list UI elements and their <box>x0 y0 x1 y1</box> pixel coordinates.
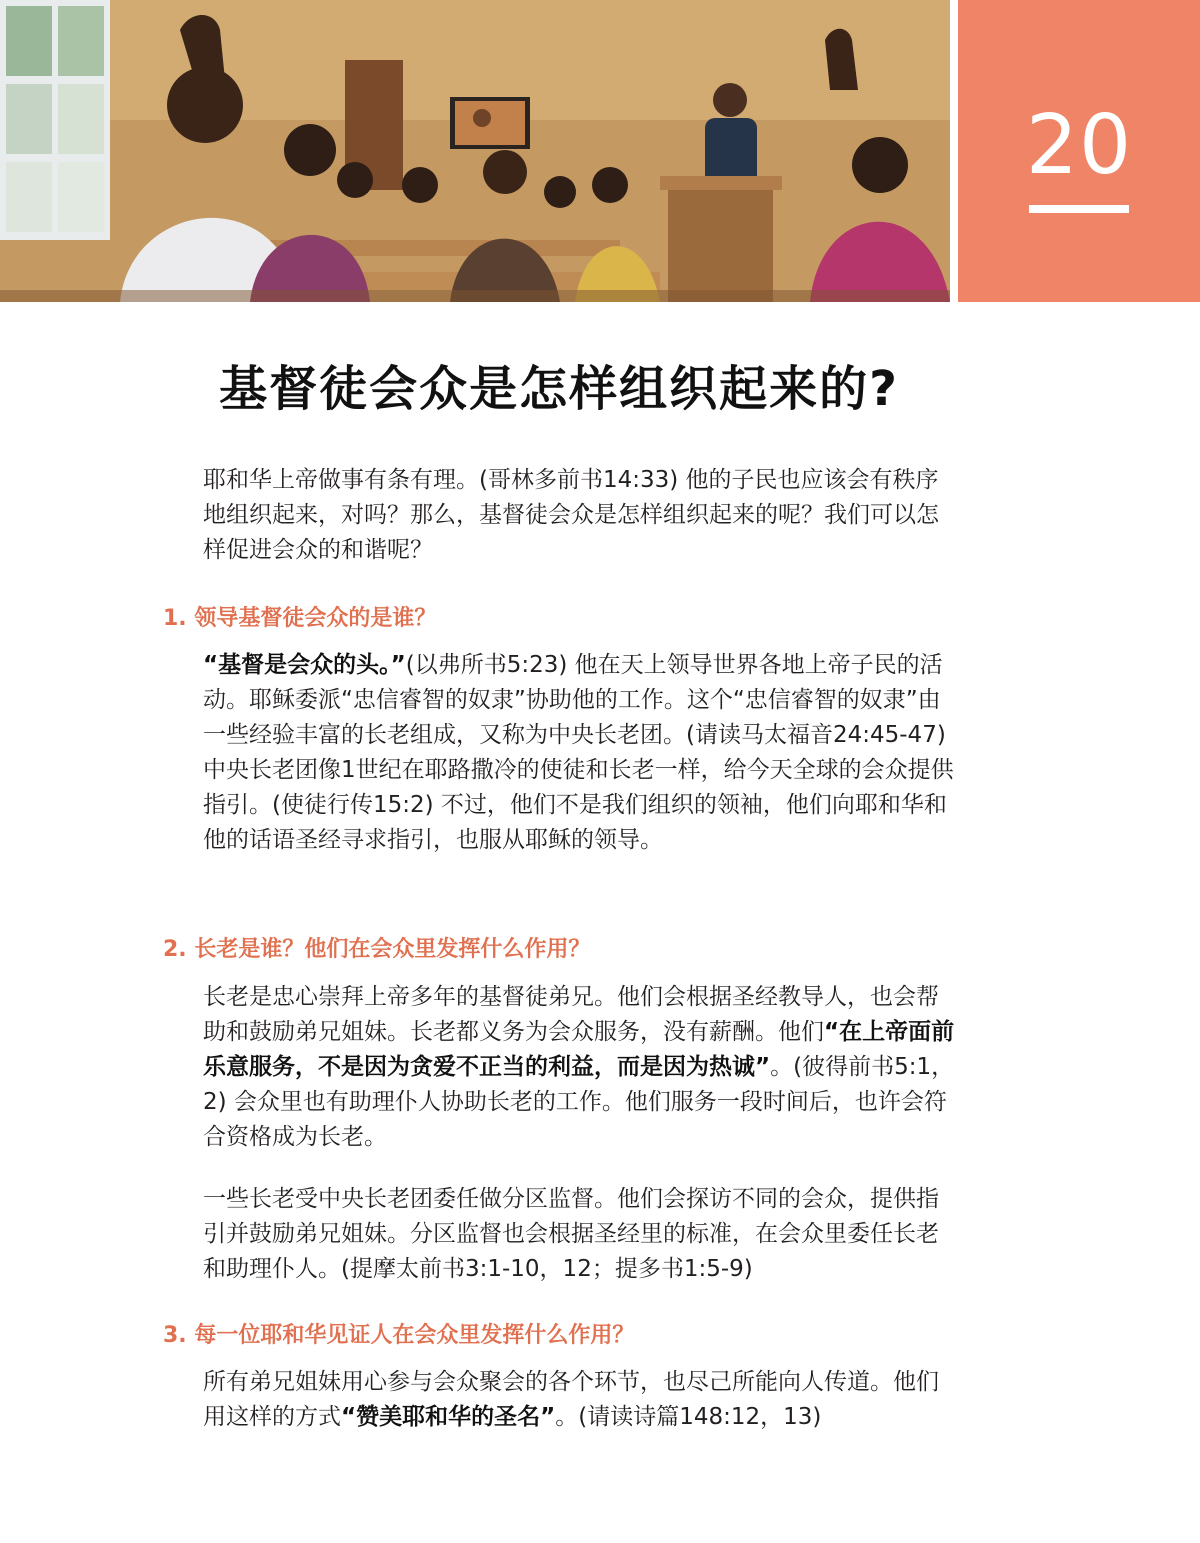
answer-1-bold-quote: “基督是会众的头。” <box>203 652 406 678</box>
congregation-meeting-illustration <box>0 0 950 302</box>
answer-1-paragraph <box>203 648 955 858</box>
page-title: 基督徒会众是怎样组织起来的? <box>219 361 899 417</box>
lesson-number-box <box>958 0 1200 302</box>
intro-paragraph: 耶和华上帝做事有条有理。(哥林多前书14:33) 他的子民也应该会有秩序地组织起来，对吗？那么，基督徒会众是怎样组织起来的呢？我们可以怎样促进会众的和谐呢？ <box>203 467 939 563</box>
answer-2-text-rest: 。(彼得前书5:1，2) 会众里也有助理仆人协助长老的工作。他们服务一段时间后，也许会符合资格成为长老。 <box>203 1054 955 1150</box>
answer-2-bold-quote: “在上帝面前乐意服务，不是因为贪爱不正当的利益，而是因为热诚” <box>203 1019 955 1080</box>
window <box>0 0 110 240</box>
lesson-number-underline <box>1029 205 1129 213</box>
hero-photo <box>0 0 950 302</box>
question-2: 2. 长老是谁？他们在会众里发挥什么作用？ <box>163 937 591 962</box>
answer-2-paragraph-1 <box>203 980 955 1155</box>
answer-3-text-rest: 。(请读诗篇148:12，13) <box>555 1404 822 1430</box>
answer-3-text-start: 所有弟兄姐妹用心参与会众聚会的各个环节，也尽己所能向人传道。他们用这样的方式 <box>203 1369 939 1430</box>
answer-3-paragraph <box>203 1365 955 1435</box>
answer-2-text-start: 长老是忠心崇拜上帝多年的基督徒弟兄。他们会根据圣经教导人，也会帮助和鼓励弟兄姐妹。长老都义务为会众服务，没有薪酬。他们 <box>203 984 939 1045</box>
answer-3-bold-quote: “赞美耶和华的圣名” <box>341 1404 556 1430</box>
lesson-number: 20 <box>1025 98 1133 193</box>
answer-1-text: (以弗所书5:23) 他在天上领导世界各地上帝子民的活动。耶稣委派“忠信睿智的奴隶”协助他的工作。这个“忠信睿智的奴隶”由一些经验丰富的长老组成，又称为中央长老团。(请读马太福音24:45-47) 中央长老团像1世纪在耶路撒冷的使徒和长老一样，给今天全球的会众提供指引。(使徒行传15:2) 不过，他们不是我们组织的领袖，他们向耶和华和他的话语圣经寻求指引，也服从耶稣的领导。 <box>203 652 954 853</box>
question-3: 3. 每一位耶和华见证人在会众里发挥什么作用？ <box>163 1323 635 1348</box>
question-1: 1. 领导基督徒会众的是谁？ <box>163 606 437 631</box>
answer-2-paragraph-2: 一些长老受中央长老团委任做分区监督。他们会探访不同的会众，提供指引并鼓励弟兄姐妹。分区监督也会根据圣经里的标准，在会众里委任长老和助理仆人。(提摩太前书3:1-10，12；提多书1:5-9) <box>203 1186 939 1282</box>
tv-screen <box>450 97 530 149</box>
